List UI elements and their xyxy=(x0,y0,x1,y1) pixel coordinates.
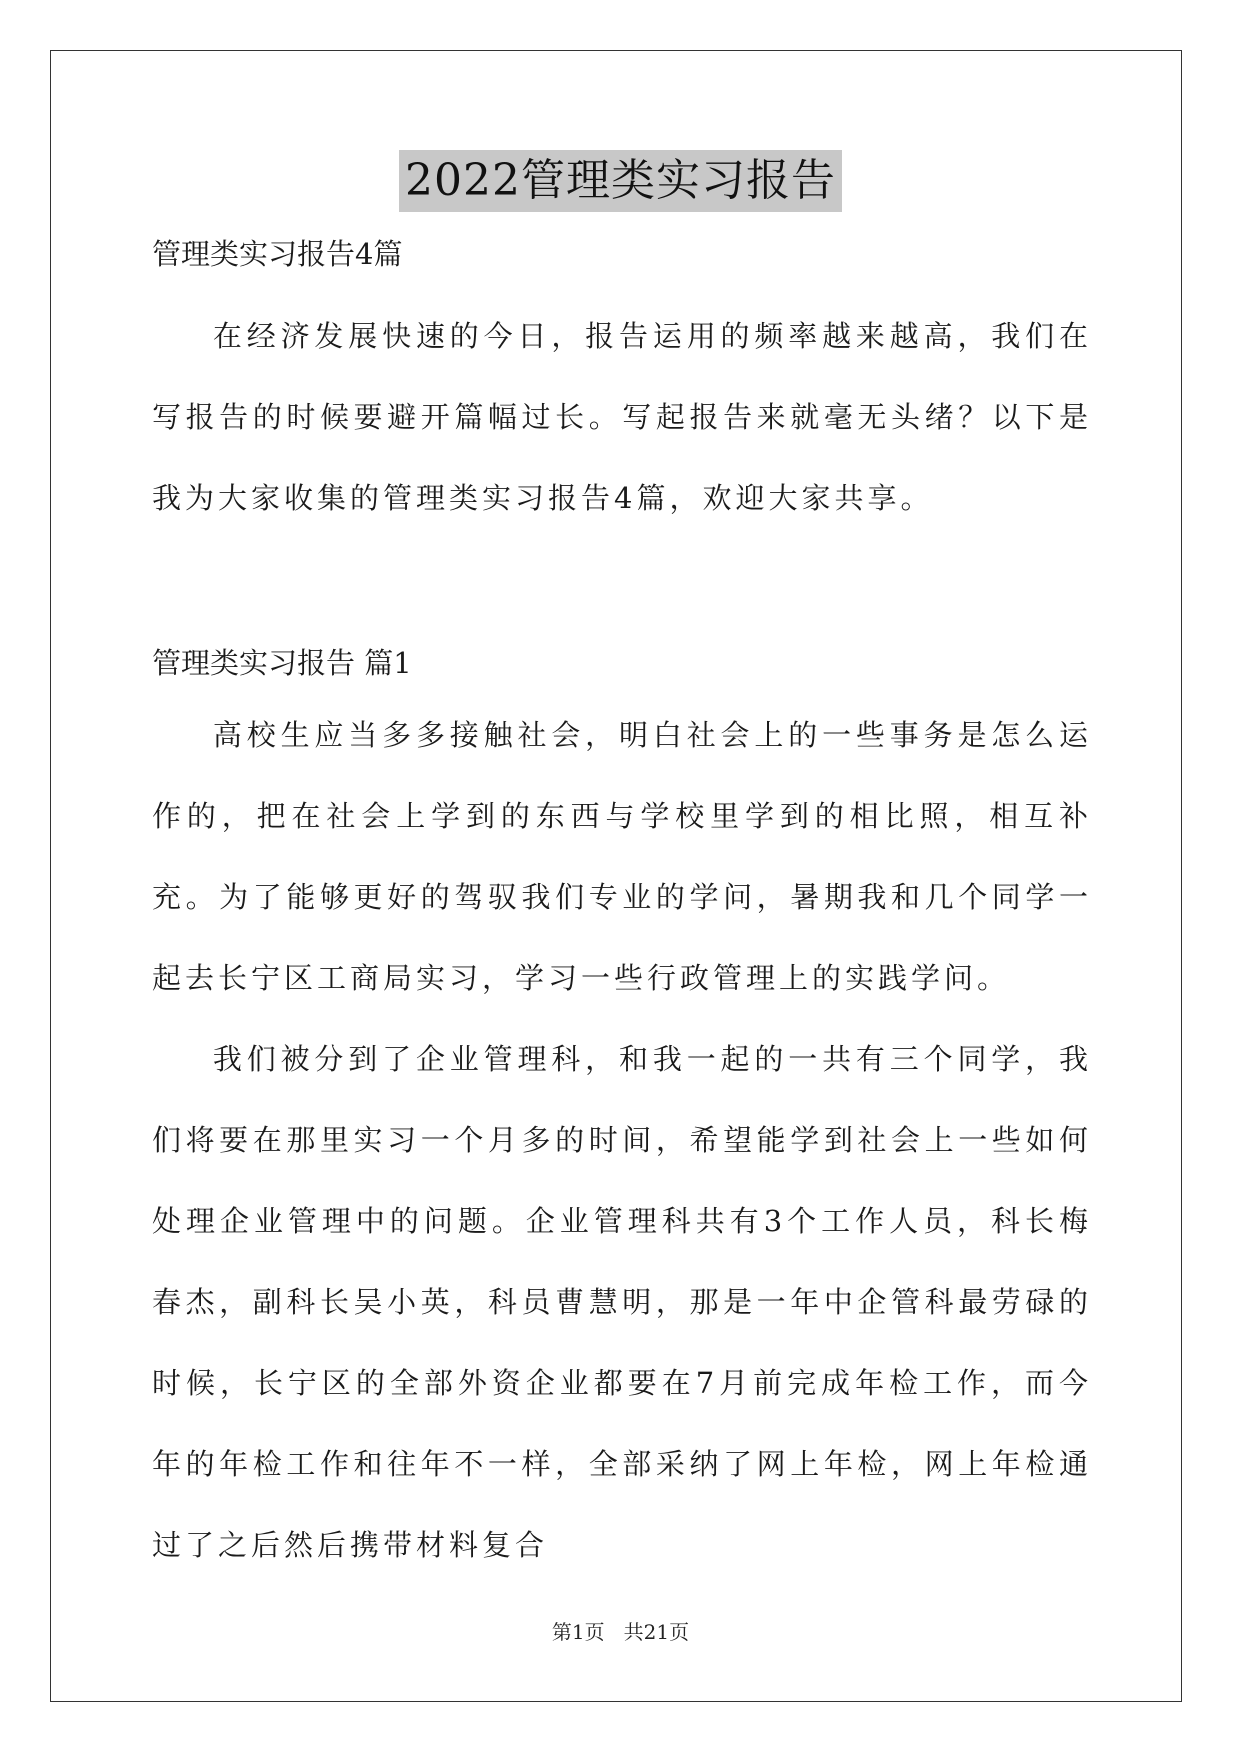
document-subtitle: 管理类实习报告4篇 xyxy=(152,237,403,271)
title-container xyxy=(0,150,1241,212)
document-body xyxy=(152,232,1092,1586)
body-paragraph: 我们被分到了企业管理科，和我一起的一共有三个同学，我们将要在那里实习一个月多的时间，希望能学到社会上一些如何处理企业管理中的问题。企业管理科共有3个工作人员，科长梅春杰，副科长吴小英，科员曹慧明，那是一年中企管科最劳碌的时候，长宁区的全部外资企业都要在7月前完成年检工作，而今年的年检工作和往年不一样，全部采纳了网上年检，网上年检通过了之后然后携带材料复合 xyxy=(152,1042,1092,1562)
page-number: 第1页 共21页 xyxy=(551,1620,690,1644)
page-footer xyxy=(0,1616,1241,1645)
body-paragraph: 高校生应当多多接触社会，明白社会上的一些事务是怎么运作的，把在社会上学到的东西与学校里学到的相比照，相互补充。为了能够更好的驾驭我们专业的学问，暑期我和几个同学一起去长宁区工商局实习，学习一些行政管理上的实践学问。 xyxy=(152,718,1092,995)
section-heading: 管理类实习报告 篇1 xyxy=(152,646,412,680)
intro-paragraph: 在经济发展快速的今日，报告运用的频率越来越高，我们在写报告的时候要避开篇幅过长。写起报告来就毫无头绪？以下是我为大家收集的管理类实习报告4篇，欢迎大家共享。 xyxy=(152,319,1092,515)
document-title: 2022管理类实习报告 xyxy=(399,150,842,212)
